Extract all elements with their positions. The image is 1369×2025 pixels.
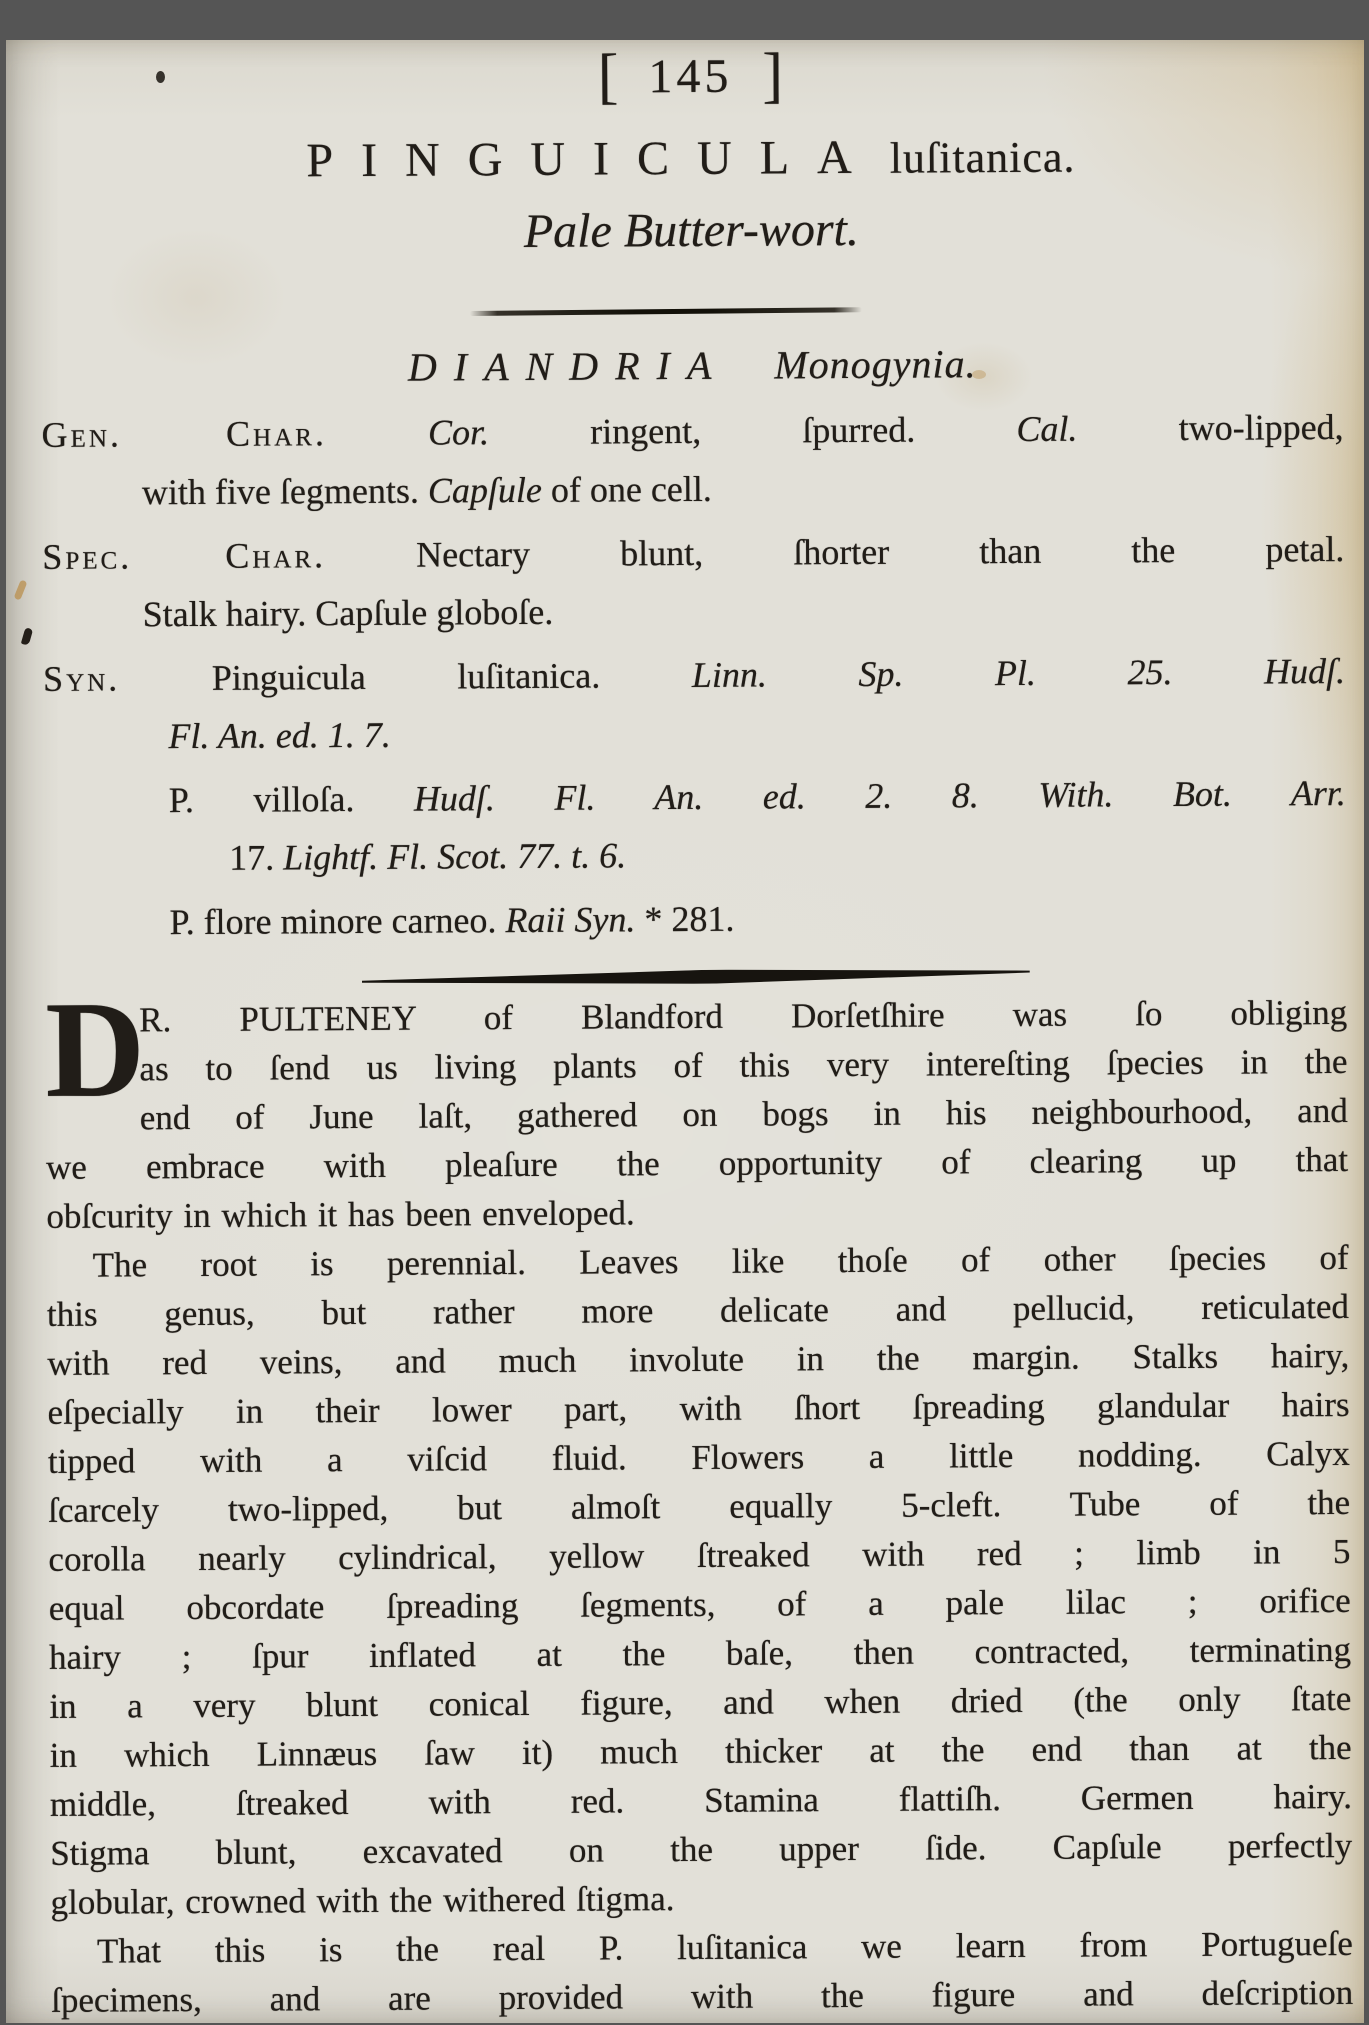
linnaean-order: Monogynia.: [773, 341, 977, 388]
genus-name: PINGUICULA: [305, 130, 880, 188]
body-line-clipped: ſpecimens, and are provided with the figure and deſcription: [50, 1972, 1353, 2020]
body-line: Stigma blunt, excavated on the upper ſide. Capſule perfectly: [49, 1825, 1352, 1873]
body-line: globular, crowned with the withered ſtigma.: [49, 1879, 675, 1922]
body-line: The root is perennial. Leaves like thoſe of other ſpecies of: [92, 1237, 1349, 1285]
synonym-line-2: Fl. An. ed. 1. 7.: [167, 714, 391, 757]
book-page: [6, 40, 1364, 2023]
drop-cap-letter: D: [44, 972, 145, 1126]
gen-char-label: Gen. Char.: [40, 413, 327, 455]
synonym-line-4: 17. Lightf. Fl. Scot. 77. t. 6.: [228, 835, 626, 878]
page-content: [1, 36, 1369, 2020]
body-line: hairy ; ſpur inflated at the baſe, then contracted, terminating: [48, 1629, 1351, 1677]
common-name: Pale Butter-wort.: [523, 202, 859, 258]
spec-char-line-1: Spec. Char. Nectary blunt, ſhorter than the petal.: [41, 528, 1344, 577]
synopsis-block: [41, 398, 1346, 952]
species-epithet: luſitanica.: [889, 132, 1076, 183]
body-line: this genus, but rather more delicate and pellucid, reticulated: [46, 1286, 1349, 1334]
body-line: middle, ſtreaked with red. Stamina flattiſh. Germen hairy.: [49, 1776, 1352, 1824]
body-line: end of June laſt, gathered on bogs in his neighbourhood, and: [139, 1090, 1348, 1138]
body-line: corolla nearly cylindrical, yellow ſtreaked with red ; limb in 5: [47, 1531, 1351, 1579]
paragraph-1: [44, 972, 1348, 1241]
body-line: That this is the real P. luſitanica we learn from Portugueſe: [96, 1923, 1353, 1971]
gen-char-line-2: with five ſegments. Capſule of one cell.: [141, 468, 712, 513]
divider-thin-rule: [469, 307, 861, 316]
page-number-value: 145: [647, 49, 733, 104]
body-line: tipped with a viſcid fluid. Flowers a little nodding. Calyx: [47, 1433, 1350, 1481]
body-line: R. PULTENEY of Blandford Dorſetſhire was ſo obliging: [138, 992, 1347, 1040]
synonym-line-5: P. flore minore carneo. Raii Syn. * 281.: [168, 898, 735, 943]
body-line: in a very blunt conical figure, and when dried (the only ſtate: [48, 1678, 1351, 1726]
species-title: [39, 123, 1341, 199]
body-line: in which Linnæus ſaw it) much thicker at the end than at the: [49, 1727, 1352, 1775]
body-line: obſcurity in which it has been enveloped.: [45, 1193, 635, 1236]
gen-char-line-1: Gen. Char. Cor. ringent, ſpurred. Cal. two-lipped,: [40, 406, 1344, 455]
body-line: with red veins, and much involute in the margin. Stalks hairy,: [46, 1335, 1349, 1383]
bracket-left: [: [597, 42, 619, 111]
paragraph-2: [46, 1233, 1352, 1927]
page-number: [39, 36, 1341, 117]
spec-char-label: Spec. Char.: [41, 535, 326, 577]
body-line: ſcarcely two-lipped, but almoſt equally 5-cleft. Tube of the: [47, 1482, 1350, 1530]
spec-char-line-2: Stalk hairy. Capſule globoſe.: [142, 591, 553, 635]
synonym-line-3: P. villoſa. Hudſ. Fl. An. ed. 2. 8. With. Bot. Arr.: [168, 772, 1346, 821]
paragraph-3: [50, 1919, 1353, 2020]
body-line: we embrace with pleaſure the opportunity of clearing up that: [45, 1139, 1348, 1187]
linnaean-class: DIANDRIA: [407, 342, 728, 390]
body-line: equal obcordate ſpreading ſegments, of a pale lilac ; orifice: [48, 1580, 1351, 1628]
description-text: [44, 972, 1353, 2020]
divider-swelled-rule: [361, 965, 1029, 989]
synonym-line-1: Syn. Pinguicula luſitanica. Linn. Sp. Pl. 25. Hudſ.: [42, 650, 1345, 699]
bracket-right: ]: [761, 41, 783, 110]
body-line: as to ſend us living plants of this very intereſting ſpecies in the: [138, 1041, 1348, 1089]
class-order-line: [41, 334, 1343, 398]
syn-label: Syn.: [42, 658, 120, 699]
body-line: eſpecially in their lower part, with ſhort ſpreading glandular hairs: [46, 1384, 1350, 1432]
paper-stain: [972, 370, 986, 379]
ink-speck: [156, 71, 165, 83]
